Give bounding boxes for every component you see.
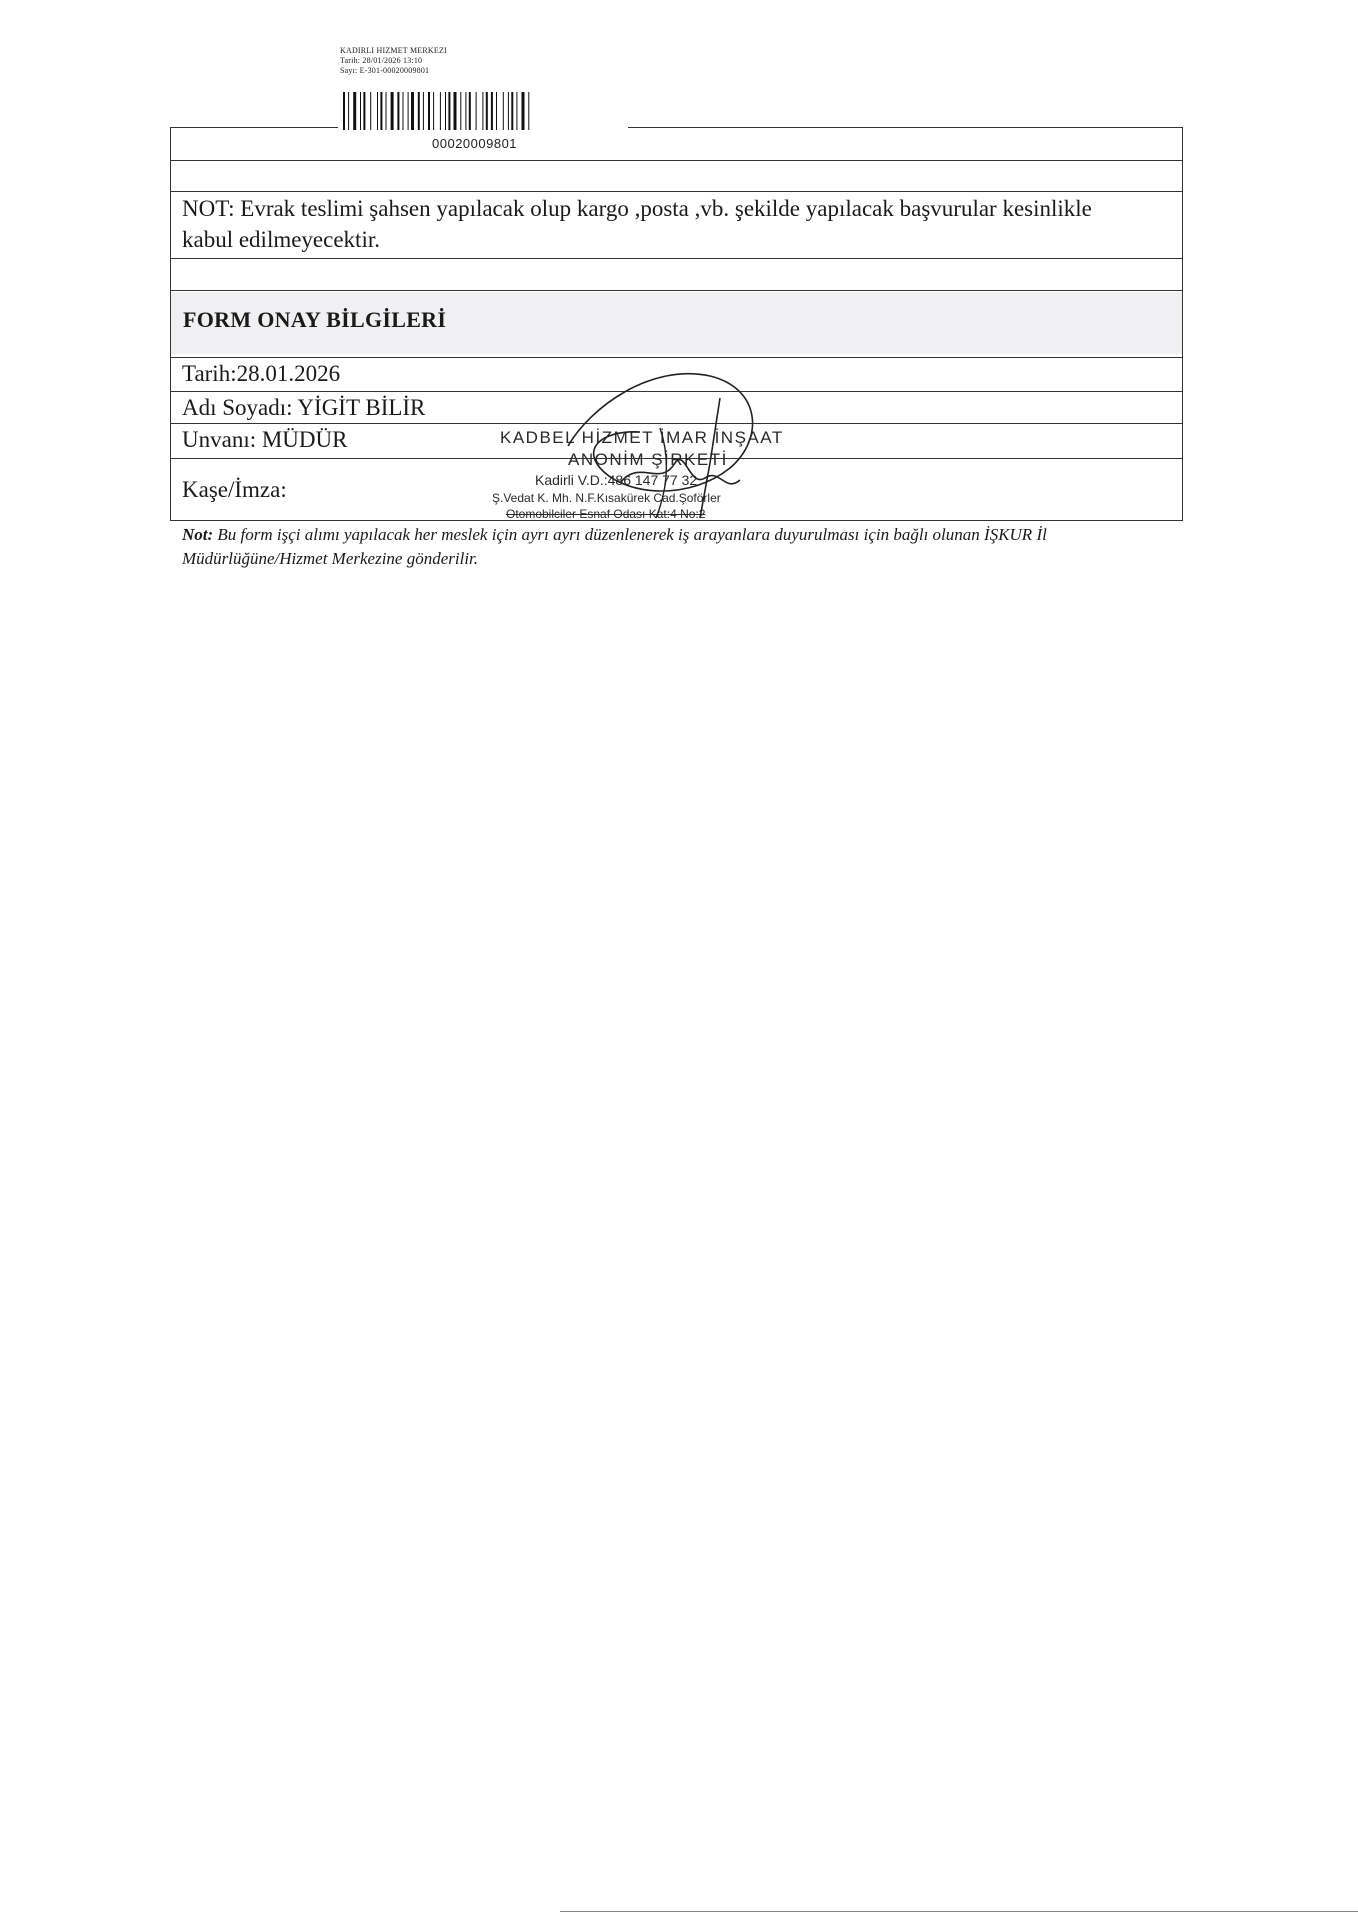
table-divider — [170, 290, 1183, 291]
table-divider — [170, 191, 1183, 192]
handwritten-signature — [560, 368, 780, 533]
approval-date: Tarih:28.01.2026 — [182, 361, 341, 386]
table-divider — [170, 258, 1183, 259]
stamp-company-type: ANONİM ŞİRKETİ — [568, 450, 728, 469]
table-divider — [170, 357, 1183, 358]
scan-edge-line — [560, 1911, 1358, 1912]
section-title: FORM ONAY BİLGİLERİ — [183, 307, 447, 332]
stamp-address-1: Ş.Vedat K. Mh. N.F.Kısakürek Cad.Şoförler — [492, 491, 721, 505]
stamp-address-2: Otomobilciler Esnaf Odası Kat:4 No:2 — [506, 507, 706, 521]
registry-date: Tarih: 28/01/2026 13:10 — [340, 56, 423, 65]
registry-number: Sayı: E-301-00020009801 — [340, 66, 430, 75]
registry-office: KADIRLI HIZMET MERKEZI — [340, 46, 447, 55]
table-divider — [170, 160, 1183, 161]
approver-title: Unvanı: MÜDÜR — [182, 427, 348, 452]
stamp-signature-label: Kaşe/İmza: — [182, 477, 287, 502]
barcode-number: 00020009801 — [432, 136, 518, 151]
footer-note — [182, 523, 1182, 571]
barcode-icon — [343, 92, 623, 130]
delivery-notice: NOT: Evrak teslimi şahsen yapılacak olup kargo ,posta ,vb. şekilde yapılacak başvurular kesinlikle kabul edilmeyecektir. — [182, 196, 1092, 252]
stamp-tax-office: Kadirli V.D.:486 147 77 32 — [535, 472, 698, 488]
document-registry-stamp — [340, 46, 640, 76]
stamp-company-name: KADBEL HİZMET İMAR İNŞAAT — [500, 428, 784, 447]
footer-note-text: Bu form işçi alımı yapılacak her meslek için ayrı ayrı düzenlenerek iş arayanlara duyurulması için bağlı olunan İŞKUR İl Müdürlüğüne/Hizmet Merkezine gönderilir. — [182, 525, 1047, 568]
footer-note-label: Not: — [182, 525, 214, 544]
approver-name: Adı Soyadı: YİGİT BİLİR — [182, 395, 426, 420]
